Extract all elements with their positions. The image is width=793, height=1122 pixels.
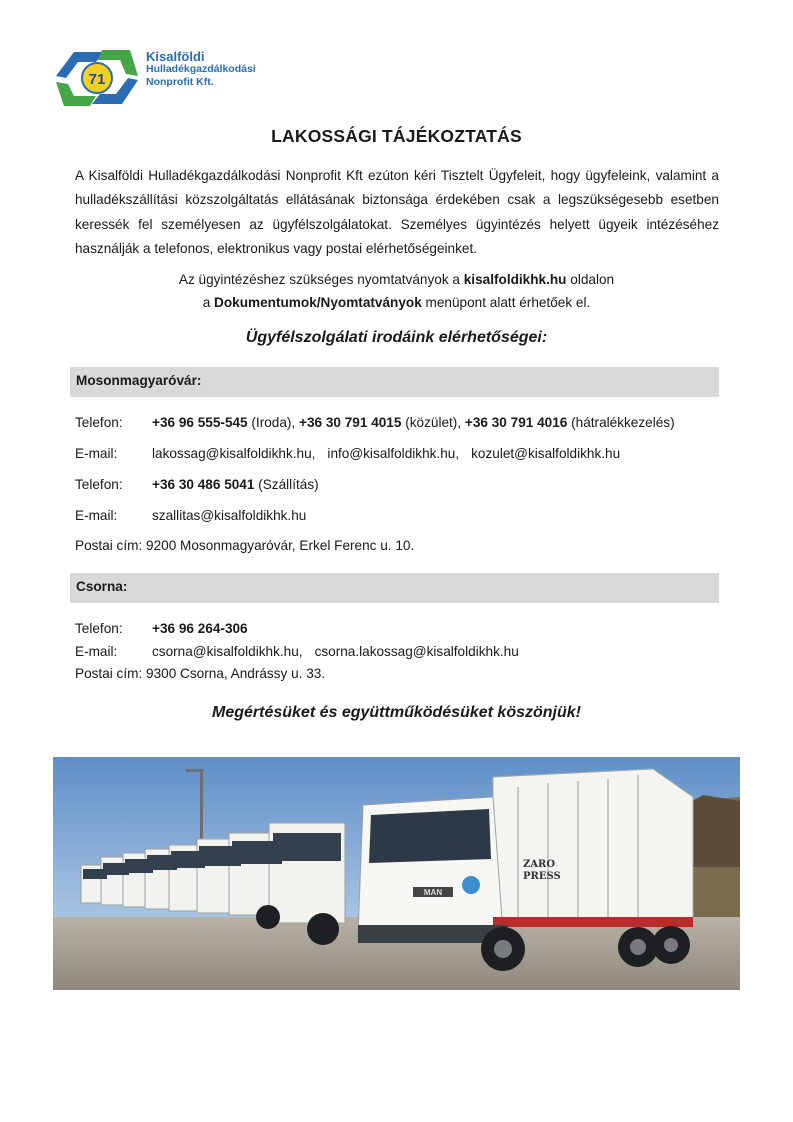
documents-menu-path: Dokumentumok/Nyomtatványok (214, 295, 422, 310)
logo-line-2: Hulladékgazdálkodási (146, 63, 256, 75)
intro-paragraph: A Kisalföldi Hulladékgazdálkodási Nonprofit Kft ezúton kéri Tisztelt Ügyfeleit, hogy ügyfeleink, valamint a hulladékszállítási közszolgáltatás ellátásának biztonsága érdekében csak a legszükségesebb esetben keressék fel személyesen az ügyfélszolgálatokat. Személyes ügyintézés helyett ügyeik intézéséhez használják a telefonos, elektronikus vagy postai elérhetőségeinket. (75, 168, 719, 256)
section-heading: Ügyfélszolgálati irodáink elérhetőségei: (245, 329, 548, 346)
phone-link[interactable]: +36 30 791 4015 (299, 415, 402, 430)
field-label: Telefon: (75, 621, 123, 636)
phone-link[interactable]: +36 30 791 4016 (464, 415, 568, 430)
office-2-email-row (75, 644, 755, 659)
email-link[interactable]: csorna.lakossag@kisalfoldikhk.hu (314, 644, 519, 659)
phone-link[interactable]: +36 30 486 5041 (152, 477, 255, 492)
postal-address: 9300 Csorna, Andrássy u. 33. (146, 666, 326, 681)
field-label: Telefon: (75, 415, 123, 430)
page-title: LAKOSSÁGI TÁJÉKOZTATÁS (271, 126, 522, 146)
garbage-trucks-photo (53, 757, 740, 990)
phone-note: (Szállítás) (254, 477, 319, 492)
office-1-transport-phone-row (75, 477, 755, 492)
field-label: E-mail: (75, 446, 118, 461)
closing-message: Megértésüket és együttműködésüket köszönjük! (212, 704, 581, 721)
truck-label-2: PRESS (523, 871, 561, 882)
docs-text: Az ügyintézéshez szükséges nyomtatványok a (178, 272, 464, 287)
field-label: E-mail: (75, 508, 118, 523)
email-link[interactable]: info@kisalfoldikhk.hu, (327, 446, 460, 461)
office-header-mosonmagyarovar: Mosonmagyaróvár: (70, 367, 719, 397)
office-1-email-row (75, 446, 755, 461)
truck-label-1: ZARO (523, 859, 556, 870)
office-1-phone-row (75, 415, 755, 430)
docs-text: menüpont alatt érhetőek el. (421, 295, 591, 310)
logo-line-3: Nonprofit Kft. (146, 76, 214, 88)
logo-number: 71 (88, 71, 106, 88)
logo-line-1: Kisalföldi (146, 49, 205, 64)
phone-link[interactable]: +36 96 264-306 (152, 621, 248, 636)
email-link[interactable]: kozulet@kisalfoldikhk.hu (471, 446, 621, 461)
company-logo (52, 44, 282, 112)
office-1-address-row (75, 538, 755, 553)
field-label: Postai cím: (75, 666, 143, 681)
phone-note: (Iroda), (247, 415, 299, 430)
documents-info (0, 268, 793, 314)
website-link[interactable]: kisalfoldikhk.hu (463, 272, 567, 287)
field-label: Telefon: (75, 477, 123, 492)
email-link[interactable]: szallitas@kisalfoldikhk.hu (152, 508, 307, 523)
field-label: E-mail: (75, 644, 118, 659)
recycling-arrows-icon (52, 44, 142, 112)
field-label: Postai cím: (75, 538, 143, 553)
phone-note: (közület), (401, 415, 465, 430)
docs-text: oldalon (566, 272, 615, 287)
office-1-transport-email-row (75, 508, 755, 523)
postal-address: 9200 Mosonmagyaróvár, Erkel Ferenc u. 10. (146, 538, 415, 553)
office-header-csorna: Csorna: (70, 573, 719, 603)
email-link[interactable]: lakossag@kisalfoldikhk.hu, (152, 446, 316, 461)
phone-note: (hátralékkezelés) (567, 415, 675, 430)
docs-text: a (202, 295, 215, 310)
office-2-address-row (75, 666, 755, 681)
phone-link[interactable]: +36 96 555-545 (152, 415, 248, 430)
email-link[interactable]: csorna@kisalfoldikhk.hu, (152, 644, 303, 659)
truck-brand-text: MAN (423, 888, 443, 897)
office-2-phone-row (75, 621, 755, 636)
